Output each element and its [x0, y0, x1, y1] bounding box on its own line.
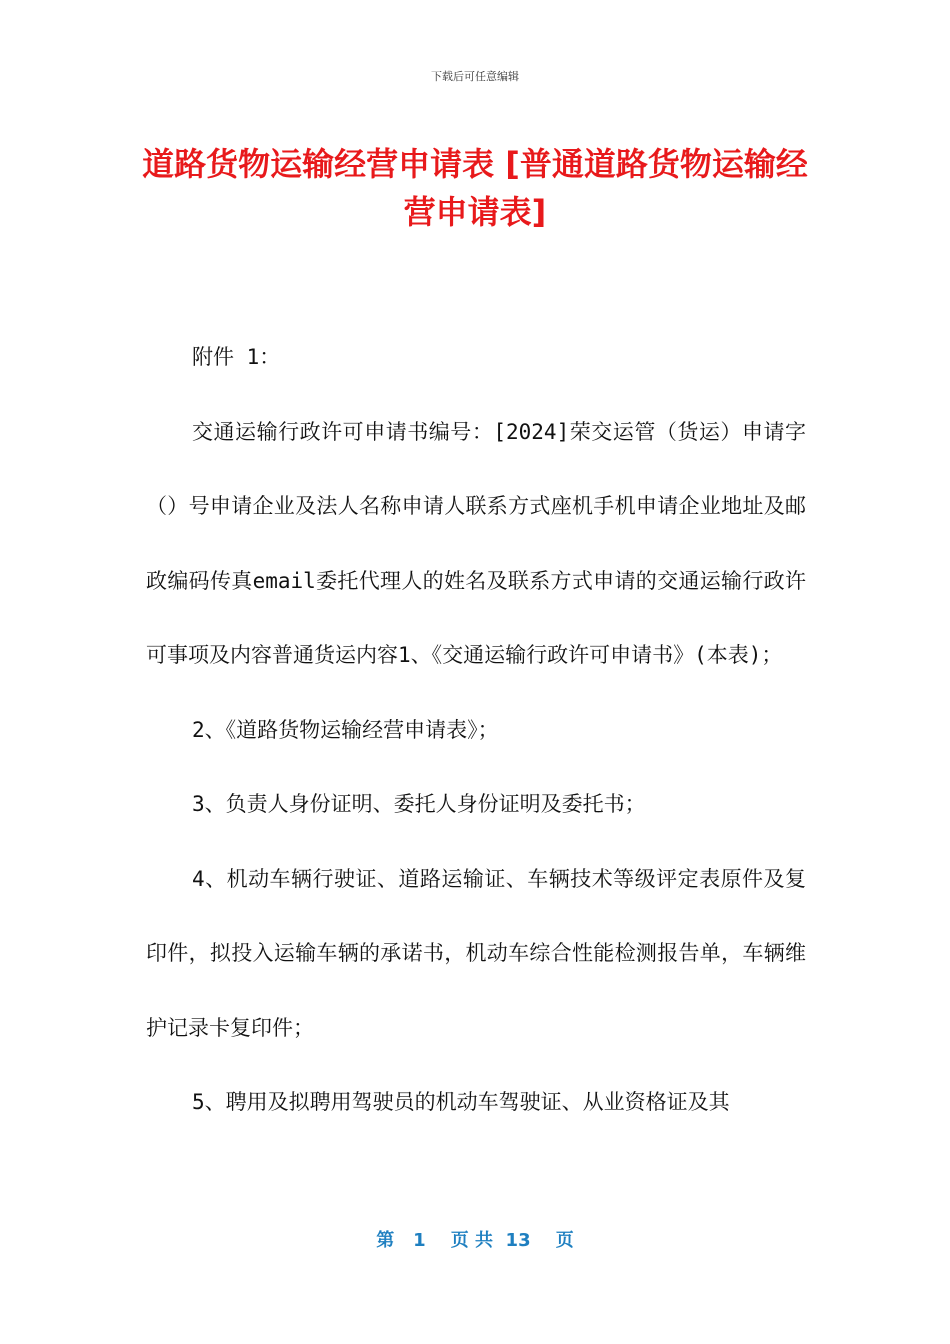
header-note: 下载后可任意编辑 — [431, 70, 519, 83]
footer-middle: 页 共 — [450, 1230, 493, 1251]
document-title: 道路货物运输经营申请表 [普通道路货物运输经营申请表] — [142, 145, 808, 231]
footer-suffix: 页 — [555, 1230, 574, 1251]
footer-total-pages: 13 — [505, 1230, 531, 1251]
paragraph-application: 交通运输行政许可申请书编号：[2024]荣交运管（货运）申请字（）号申请企业及法人名称申请人联系方式座机手机申请企业地址及邮政编码传真email委托代理人的姓名及联系方式申请的交通运输行政许可事项及内容普通货运内容1、《交通运输行政许可申请书》(本表)； — [146, 419, 806, 667]
paragraph-item-3: 3、负责人身份证明、委托人身份证明及委托书； — [192, 792, 646, 816]
paragraph-item-2: 2、《道路货物运输经营申请表》； — [192, 717, 499, 742]
footer-current-page: 1 — [413, 1230, 426, 1251]
page-footer — [0, 1226, 950, 1252]
document-body — [146, 320, 806, 1140]
footer-prefix: 第 — [376, 1230, 395, 1251]
paragraph-attachment: 附件 1： — [192, 345, 281, 369]
paragraph-item-4: 4、机动车辆行驶证、道路运输证、车辆技术等级评定表原件及复印件，拟投入运输车辆的承诺书，机动车综合性能检测报告单，车辆维护记录卡复印件； — [146, 866, 806, 1040]
paragraph-item-5: 5、聘用及拟聘用驾驶员的机动车驾驶证、从业资格证及其 — [192, 1090, 730, 1114]
